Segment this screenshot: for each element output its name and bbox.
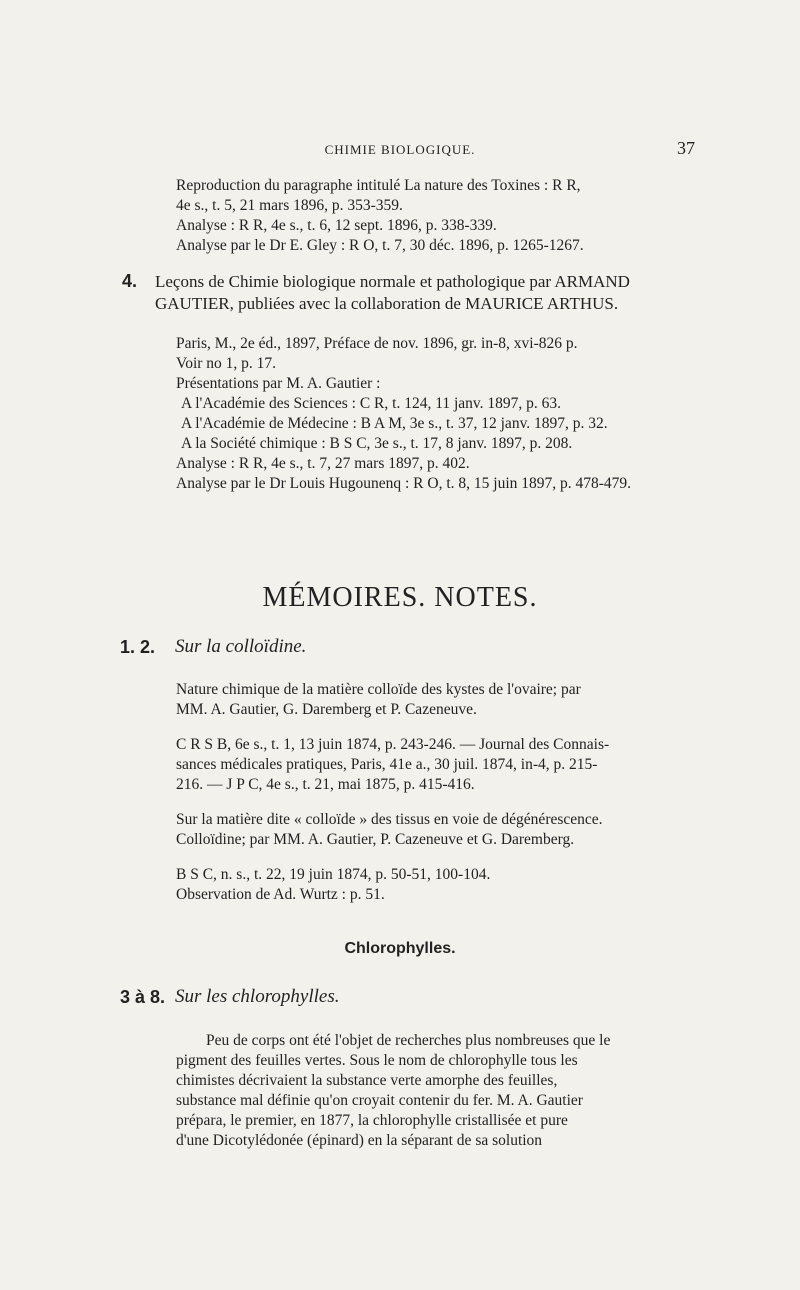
paragraph-line: Nature chimique de la matière colloïde des kystes de l'ovaire; par bbox=[176, 681, 581, 698]
item-title: Leçons de Chimie biologique normale et pathologique par ARMAND bbox=[155, 272, 630, 291]
entry-number: 3 à 8. bbox=[120, 987, 166, 1007]
entry-number: 1. 2. bbox=[120, 637, 156, 657]
entry-title: Sur les chlorophylles. bbox=[175, 986, 340, 1007]
paragraph-line: substance mal définie qu'on croyait contenir du fer. M. A. Gautier bbox=[176, 1092, 583, 1109]
paragraph-line: Sur la matière dite « colloïde » des tissus en voie de dégénérescence. bbox=[176, 811, 603, 828]
paragraph-line: Observation de Ad. Wurtz : p. 51. bbox=[176, 886, 385, 903]
paragraph-line: Colloïdine; par MM. A. Gautier, P. Cazeneuve et G. Daremberg. bbox=[176, 831, 575, 848]
ref-line: A l'Académie de Médecine : B A M, 3e s., t. 37, 12 janv. 1897, p. 32. bbox=[181, 415, 608, 432]
running-title: CHIMIE BIOLOGIQUE. bbox=[324, 142, 476, 157]
paragraph-line: pigment des feuilles vertes. Sous le nom de chlorophylle tous les bbox=[176, 1052, 578, 1069]
ref-line: Analyse : R R, 4e s., t. 6, 12 sept. 1896, p. 338-339. bbox=[176, 217, 497, 234]
entry-title: Sur la colloïdine. bbox=[175, 636, 307, 657]
paragraph-line: MM. A. Gautier, G. Daremberg et P. Cazeneuve. bbox=[176, 701, 477, 718]
paragraph-line: 216. — J P C, 4e s., t. 21, mai 1875, p. 415-416. bbox=[176, 776, 475, 793]
ref-line: Analyse par le Dr Louis Hugounenq : R O, t. 8, 15 juin 1897, p. 478-479. bbox=[176, 475, 632, 492]
ref-line: A la Société chimique : B S C, 3e s., t. 17, 8 janv. 1897, p. 208. bbox=[181, 435, 573, 452]
paragraph-line: sances médicales pratiques, Paris, 41e a., 30 juil. 1874, in-4, p. 215- bbox=[176, 756, 598, 773]
running-head bbox=[0, 138, 800, 162]
ref-line: Analyse : R R, 4e s., t. 7, 27 mars 1897, p. 402. bbox=[176, 455, 470, 472]
item-number: 4. bbox=[122, 271, 138, 291]
item-title: GAUTIER, publiées avec la collaboration de MAURICE ARTHUS. bbox=[155, 294, 619, 313]
ref-line: Paris, M., 2e éd., 1897, Préface de nov. 1896, gr. in-8, xvi-826 p. bbox=[176, 335, 578, 352]
paragraph-line: B S C, n. s., t. 22, 19 juin 1874, p. 50-51, 100-104. bbox=[176, 866, 491, 883]
paragraph-line: chimistes décrivaient la substance verte amorphe des feuilles, bbox=[176, 1072, 558, 1089]
ref-line: Présentations par M. A. Gautier : bbox=[176, 375, 381, 392]
ref-line: Analyse par le Dr E. Gley : R O, t. 7, 30 déc. 1896, p. 1265-1267. bbox=[176, 237, 584, 254]
section-title: MÉMOIRES. NOTES. bbox=[262, 582, 538, 613]
ref-line: Voir no 1, p. 17. bbox=[176, 355, 277, 372]
paragraph-line: prépara, le premier, en 1877, la chlorophylle cristallisée et pure bbox=[176, 1112, 568, 1129]
paragraph-line: C R S B, 6e s., t. 1, 13 juin 1874, p. 243-246. — Journal des Connais- bbox=[176, 736, 610, 753]
ref-line: Reproduction du paragraphe intitulé La nature des Toxines : R R, bbox=[176, 177, 581, 194]
paragraph-line: Peu de corps ont été l'objet de recherches plus nombreuses que le bbox=[206, 1032, 611, 1049]
ref-line: 4e s., t. 5, 21 mars 1896, p. 353-359. bbox=[176, 197, 403, 214]
ref-line: A l'Académie des Sciences : C R, t. 124, 11 janv. 1897, p. 63. bbox=[181, 395, 562, 412]
paragraph-line: d'une Dicotylédonée (épinard) en la séparant de sa solution bbox=[176, 1132, 543, 1149]
page-number: 37 bbox=[677, 138, 695, 158]
subheading: Chlorophylles. bbox=[344, 940, 456, 957]
